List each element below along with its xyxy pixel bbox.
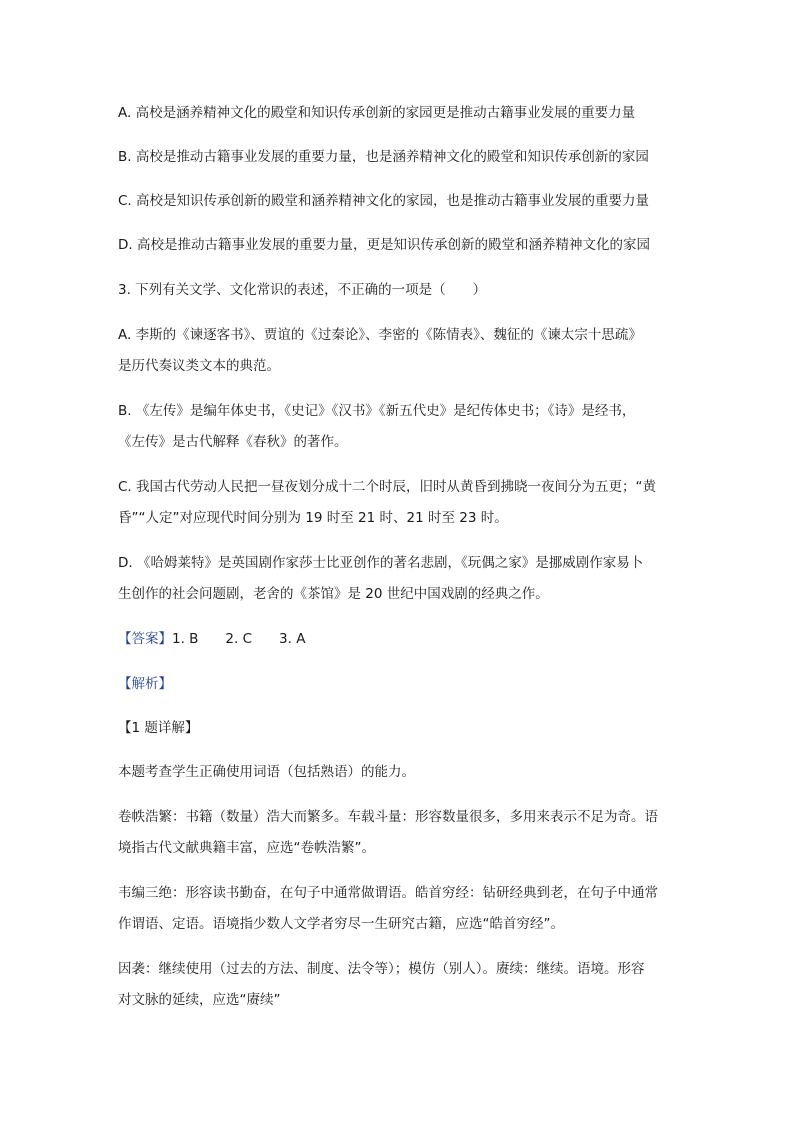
option-a-previous: A. 高校是涵养精神文化的殿堂和知识传承创新的家园更是推动古籍事业发展的重要力量 xyxy=(118,105,636,121)
paragraph-1-line-2: 境指古代文献典籍丰富，应选“卷帙浩繁”。 xyxy=(118,840,375,856)
option-b-previous: B. 高校是推动古籍事业发展的重要力量，也是涵养精神文化的殿堂和知识传承创新的家园 xyxy=(118,149,649,165)
detail-1-tag: 【1 题详解】 xyxy=(118,720,199,736)
answer-line xyxy=(118,630,678,648)
question-3-stem: 3. 下列有关文学、文化常识的表述，不正确的一项是（ ） xyxy=(118,282,487,298)
paragraph-1-line-1: 卷帙浩繁：书籍（数量）浩大而繁多。车载斗量：形容数量很多，多用来表示不足为奇。语 xyxy=(118,809,658,825)
detail-1-intro: 本题考查学生正确使用词语（包括熟语）的能力。 xyxy=(118,764,415,780)
question-3-option-d-line-1: D. 《哈姆莱特》是英国剧作家莎士比亚创作的著名悲剧，《玩偶之家》是挪威剧作家易卜 xyxy=(118,555,644,571)
paragraph-2-line-2: 作谓语、定语。语境指少数人文学者穷尽一生研究古籍，应选“皓首穷经”。 xyxy=(118,916,564,932)
question-3-option-a-line-1: A. 李斯的《谏逐客书》、贾谊的《过秦论》、李密的《陈情表》、魏征的《谏太宗十思疏》 xyxy=(118,327,642,343)
paragraph-3-line-2: 对文脉的延续，应选“赓续” xyxy=(118,992,281,1008)
answer-tag: 【答案】 xyxy=(118,631,172,647)
question-3-option-b-line-2: 《左传》是古代解释《春秋》的著作。 xyxy=(118,434,348,450)
option-d-previous: D. 高校是推动古籍事业发展的重要力量，更是知识传承创新的殿堂和涵养精神文化的家园 xyxy=(118,237,650,253)
answer-text: 1. B 2. C 3. A xyxy=(172,631,306,647)
question-3-option-c-line-1: C. 我国古代劳动人民把一昼夜划分成十二个时辰，旧时从黄昏到拂晓一夜间分为五更；“黄 xyxy=(118,479,657,495)
analysis-heading xyxy=(118,675,678,693)
paragraph-3-line-1: 因袭：继续使用（过去的方法、制度、法令等）；模仿（别人）。赓续：继续。语境。形容 xyxy=(118,961,645,977)
detail-1-heading xyxy=(118,719,678,737)
question-3-option-b-line-1: B. 《左传》是编年体史书，《史记》《汉书》《新五代史》是纪传体史书；《诗》是经书， xyxy=(118,403,636,419)
question-3-option-a-line-2: 是历代奏议类文本的典范。 xyxy=(118,358,280,374)
question-3-option-c-line-2: 昏”“人定”对应现代时间分别为 19 时至 21 时、21 时至 23 时。 xyxy=(118,510,508,526)
option-c-previous: C. 高校是知识传承创新的殿堂和涵养精神文化的家园，也是推动古籍事业发展的重要力量 xyxy=(118,193,650,209)
paragraph-2-line-1: 韦编三绝：形容读书勤奋，在句子中通常做谓语。皓首穷经：钻研经典到老，在句子中通常 xyxy=(118,885,658,901)
analysis-tag: 【解析】 xyxy=(118,676,172,692)
question-3-option-d-line-2: 生创作的社会问题剧，老舍的《茶馆》是 20 世纪中国戏剧的经典之作。 xyxy=(118,586,549,602)
